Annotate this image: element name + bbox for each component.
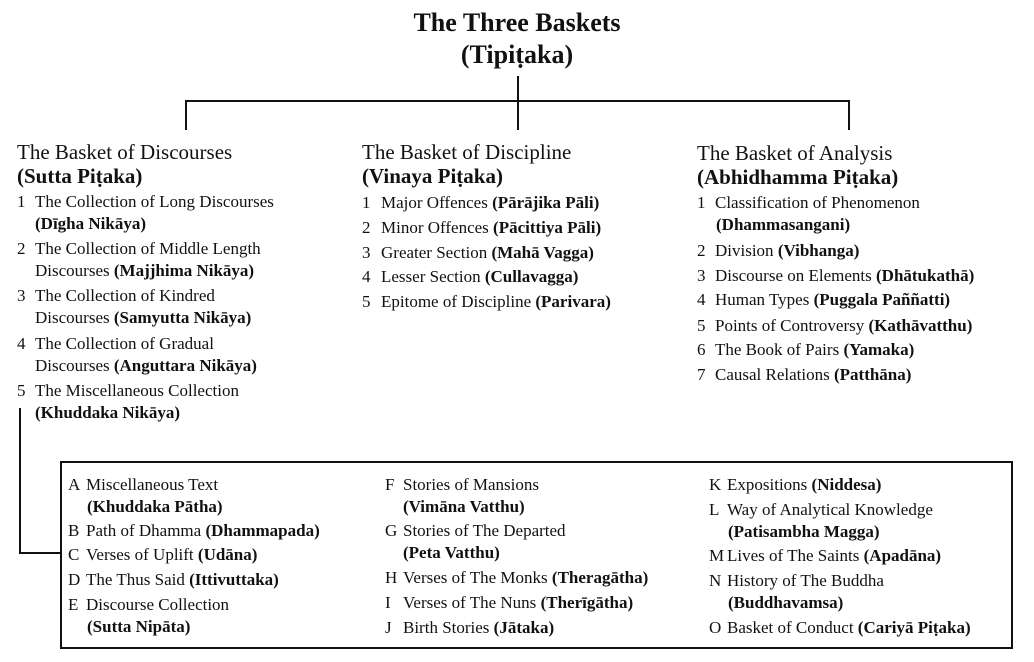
vinaya-item-4 bbox=[362, 266, 578, 288]
khuddaka-item-a bbox=[68, 474, 218, 496]
item-pali: (Ittivuttaka) bbox=[189, 570, 279, 589]
item-pali: (Dhammapada) bbox=[205, 521, 320, 540]
item-number: 2 bbox=[362, 218, 371, 237]
item-number: 1 bbox=[17, 192, 26, 211]
sutta-item-5-pali bbox=[35, 402, 180, 424]
item-pali: (Dhammasangani) bbox=[716, 215, 851, 234]
item-text: Classification of Phenomenon bbox=[715, 193, 920, 212]
abhidhamma-item-1-pali bbox=[716, 214, 850, 236]
item-letter: J bbox=[385, 618, 392, 637]
diagram-title: The Three Baskets bbox=[413, 8, 621, 37]
item-letter: I bbox=[385, 593, 391, 612]
sutta-item-2 bbox=[17, 238, 261, 260]
item-text: Expositions bbox=[727, 475, 808, 494]
khuddaka-item-i bbox=[385, 592, 633, 614]
abhidhamma-pali-heading: (Abhidhamma Piṭaka) bbox=[697, 165, 899, 189]
connector-left-drop bbox=[185, 100, 187, 130]
connector-middle-drop bbox=[517, 100, 519, 130]
item-text: Verses of Uplift bbox=[86, 545, 194, 564]
item-text: Greater Section bbox=[381, 243, 488, 262]
item-pali: (Pācittiya Pāli) bbox=[493, 218, 602, 237]
vinaya-heading: The Basket of Discipline bbox=[362, 140, 572, 164]
item-number: 6 bbox=[697, 340, 706, 359]
item-pali: (Parivara) bbox=[535, 292, 611, 311]
item-text: Miscellaneous Text bbox=[86, 475, 219, 494]
item-pali: (Udāna) bbox=[197, 545, 258, 564]
item-text: Basket of Conduct bbox=[727, 618, 854, 637]
item-letter: B bbox=[68, 521, 80, 540]
abhidhamma-heading: The Basket of Analysis bbox=[697, 141, 893, 165]
sutta-item-4 bbox=[17, 333, 214, 355]
khuddaka-item-e-pali bbox=[87, 616, 190, 638]
item-pali: (Anguttara Nikāya) bbox=[113, 356, 257, 375]
item-pali: (Khuddaka Nikāya) bbox=[35, 403, 181, 422]
khuddaka-item-a-pali bbox=[87, 496, 223, 518]
khuddaka-item-h bbox=[385, 567, 648, 589]
diagram-subtitle: (Tipiṭaka) bbox=[460, 40, 574, 69]
item-text: Major Offences bbox=[381, 193, 488, 212]
khuddaka-item-n bbox=[709, 570, 884, 592]
item-pali: (Dhātukathā) bbox=[876, 266, 975, 285]
item-letter: H bbox=[385, 568, 398, 587]
khuddaka-item-g-pali bbox=[403, 542, 500, 564]
sutta-pali-heading: (Sutta Piṭaka) bbox=[17, 164, 143, 188]
item-text: Path of Dhamma bbox=[86, 521, 202, 540]
item-text: Points of Controversy bbox=[715, 316, 865, 335]
khuddaka-item-m bbox=[709, 545, 941, 567]
khuddaka-item-o bbox=[709, 617, 971, 639]
khuddaka-item-l-pali bbox=[728, 521, 880, 543]
item-pali: (Pārājika Pāli) bbox=[492, 193, 600, 212]
vinaya-item-1 bbox=[362, 192, 599, 214]
sutta-item-5 bbox=[17, 380, 239, 402]
khuddaka-item-k bbox=[709, 474, 881, 496]
item-pali: (Dīgha Nikāya) bbox=[35, 214, 146, 233]
item-text: The Collection of Middle Length bbox=[35, 239, 261, 258]
item-letter: N bbox=[709, 571, 722, 590]
khuddaka-item-g bbox=[385, 520, 566, 542]
item-pali: (Vimāna Vatthu) bbox=[403, 497, 525, 516]
item-text: Discourse Collection bbox=[86, 595, 230, 614]
khuddaka-item-f bbox=[385, 474, 539, 496]
item-pali: (Puggala Paññatti) bbox=[813, 290, 951, 309]
sutta-item-3 bbox=[17, 285, 215, 307]
item-text: Verses of The Monks bbox=[403, 568, 548, 587]
item-pali: (Sutta Nipāta) bbox=[87, 617, 191, 636]
item-number: 4 bbox=[697, 290, 706, 309]
item-text: The Miscellaneous Collection bbox=[35, 381, 239, 400]
sutta-item-4-cont bbox=[35, 355, 257, 377]
abhidhamma-item-5 bbox=[697, 315, 972, 337]
item-pali: (Kathāvatthu) bbox=[868, 316, 973, 335]
khuddaka-item-c bbox=[68, 544, 257, 566]
abhidhamma-item-3 bbox=[697, 265, 974, 287]
item-number: 3 bbox=[697, 266, 706, 285]
item-text: The Book of Pairs bbox=[715, 340, 840, 359]
item-number: 2 bbox=[697, 241, 706, 260]
khuddaka-item-d bbox=[68, 569, 279, 591]
item-letter: M bbox=[709, 546, 725, 565]
item-text: The Collection of Long Discourses bbox=[35, 192, 274, 211]
item-text: Causal Relations bbox=[715, 365, 830, 384]
item-number: 1 bbox=[697, 193, 706, 212]
item-text: Lesser Section bbox=[381, 267, 481, 286]
item-text: Birth Stories bbox=[403, 618, 490, 637]
khuddaka-item-n-pali bbox=[728, 592, 843, 614]
item-text: Human Types bbox=[715, 290, 810, 309]
item-pali: (Cariyā Piṭaka) bbox=[857, 618, 971, 637]
vinaya-pali-heading: (Vinaya Piṭaka) bbox=[362, 164, 503, 188]
abhidhamma-item-6 bbox=[697, 339, 914, 361]
sutta-heading: The Basket of Discourses bbox=[17, 140, 233, 164]
khuddaka-item-b bbox=[68, 520, 320, 542]
item-pali: (Buddhavamsa) bbox=[728, 593, 844, 612]
connector-top-vertical bbox=[517, 76, 519, 102]
item-pali: (Jātaka) bbox=[493, 618, 555, 637]
item-letter: G bbox=[385, 521, 398, 540]
item-text: Minor Offences bbox=[381, 218, 489, 237]
vinaya-item-2 bbox=[362, 217, 601, 239]
sutta-item-3-cont bbox=[35, 307, 251, 329]
item-number: 2 bbox=[17, 239, 26, 258]
item-text: Lives of The Saints bbox=[727, 546, 860, 565]
item-text: The Thus Said bbox=[86, 570, 185, 589]
item-pali: (Yamaka) bbox=[843, 340, 915, 359]
item-pali: (Peta Vatthu) bbox=[403, 543, 500, 562]
item-pali: (Vibhanga) bbox=[777, 241, 860, 260]
item-letter: O bbox=[709, 618, 722, 637]
sutta-item-2-cont bbox=[35, 260, 254, 282]
vinaya-item-3 bbox=[362, 242, 594, 264]
item-number: 1 bbox=[362, 193, 371, 212]
item-text: Stories of Mansions bbox=[403, 475, 539, 494]
connector-khuddaka-horizontal bbox=[19, 552, 62, 554]
item-number: 5 bbox=[697, 316, 706, 335]
item-text: Epitome of Discipline bbox=[381, 292, 532, 311]
item-pali: (Niddesa) bbox=[811, 475, 882, 494]
item-text: Way of Analytical Knowledge bbox=[727, 500, 933, 519]
item-pali: (Mahā Vagga) bbox=[491, 243, 594, 262]
abhidhamma-item-1 bbox=[697, 192, 920, 214]
abhidhamma-item-2 bbox=[697, 240, 859, 262]
item-number: 4 bbox=[362, 267, 371, 286]
item-letter: F bbox=[385, 475, 395, 494]
item-text-cont: Discourses bbox=[35, 261, 110, 280]
khuddaka-item-e bbox=[68, 594, 229, 616]
item-number: 4 bbox=[17, 334, 26, 353]
connector-right-drop bbox=[848, 100, 850, 130]
item-text: Stories of The Departed bbox=[403, 521, 566, 540]
item-letter: C bbox=[68, 545, 80, 564]
item-letter: A bbox=[68, 475, 81, 494]
item-pali: (Patthāna) bbox=[833, 365, 912, 384]
item-letter: E bbox=[68, 595, 79, 614]
khuddaka-item-f-pali bbox=[403, 496, 525, 518]
item-text: Discourse on Elements bbox=[715, 266, 872, 285]
item-pali: (Therīgātha) bbox=[540, 593, 634, 612]
abhidhamma-item-4 bbox=[697, 289, 950, 311]
sutta-item-1 bbox=[17, 191, 274, 213]
sutta-item-1-pali bbox=[35, 213, 146, 235]
khuddaka-item-j bbox=[385, 617, 554, 639]
item-number: 5 bbox=[17, 381, 26, 400]
item-pali: (Majjhima Nikāya) bbox=[113, 261, 255, 280]
item-letter: K bbox=[709, 475, 722, 494]
item-number: 3 bbox=[362, 243, 371, 262]
item-number: 5 bbox=[362, 292, 371, 311]
item-text: Verses of The Nuns bbox=[403, 593, 537, 612]
item-text-cont: Discourses bbox=[35, 308, 110, 327]
item-pali: (Theragātha) bbox=[551, 568, 649, 587]
item-number: 3 bbox=[17, 286, 26, 305]
item-text-cont: Discourses bbox=[35, 356, 110, 375]
abhidhamma-item-7 bbox=[697, 364, 911, 386]
item-text: The Collection of Gradual bbox=[35, 334, 214, 353]
item-pali: (Cullavagga) bbox=[484, 267, 579, 286]
item-pali: (Samyutta Nikāya) bbox=[113, 308, 252, 327]
item-text: The Collection of Kindred bbox=[35, 286, 215, 305]
item-text: Division bbox=[715, 241, 774, 260]
item-letter: L bbox=[709, 500, 720, 519]
item-pali: (Apadāna) bbox=[863, 546, 942, 565]
item-letter: D bbox=[68, 570, 81, 589]
item-pali: (Khuddaka Pātha) bbox=[87, 497, 223, 516]
item-pali: (Patisambha Magga) bbox=[728, 522, 880, 541]
khuddaka-item-l bbox=[709, 499, 933, 521]
connector-khuddaka-vertical bbox=[19, 408, 21, 554]
item-text: History of The Buddha bbox=[727, 571, 884, 590]
item-number: 7 bbox=[697, 365, 706, 384]
vinaya-item-5 bbox=[362, 291, 611, 313]
